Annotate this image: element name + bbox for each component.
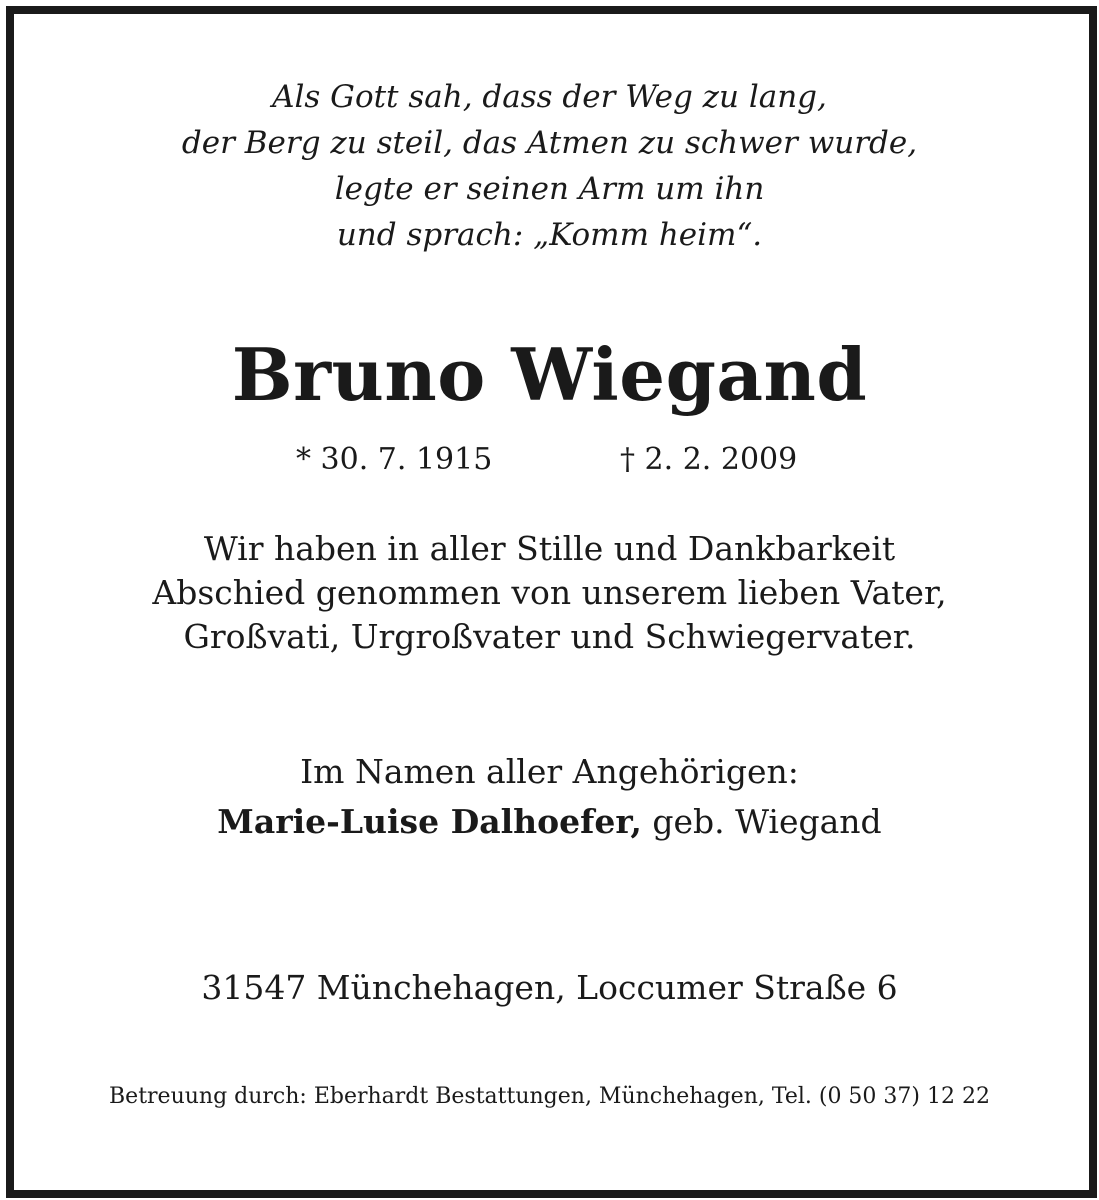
- signer-name: Marie-Luise Dalhoefer,: [217, 802, 642, 841]
- death-date: † 2. 2. 2009: [620, 442, 798, 477]
- funeral-home-footer: Betreuung durch: Eberhardt Bestattungen, Münchehagen, Tel. (0 50 37) 12 22: [109, 1084, 990, 1109]
- message-line-1: Wir haben in aller Stille und Dankbarkeit: [203, 529, 896, 568]
- verse-line-2: der Berg zu steil, das Atmen zu schwer wurde,: [181, 125, 918, 161]
- signer-maiden-name: geb. Wiegand: [641, 802, 882, 841]
- signature-line: [0, 800, 1099, 844]
- birth-date: * 30. 7. 1915: [296, 442, 493, 477]
- verse-line-1: Als Gott sah, dass der Weg zu lang,: [272, 79, 827, 115]
- message-line-3: Großvati, Urgroßvater und Schwiegervater.: [183, 617, 916, 656]
- signature-intro: Im Namen aller Angehörigen:: [300, 752, 799, 791]
- verse-line-3: legte er seinen Arm um ihn: [334, 171, 765, 207]
- deceased-name: Bruno Wiegand: [231, 332, 868, 417]
- address: 31547 Münchehagen, Loccumer Straße 6: [201, 968, 898, 1007]
- message-line-2: Abschied genommen von unserem lieben Vater,: [152, 573, 947, 612]
- verse-line-4: und sprach: „Komm heim“.: [336, 217, 763, 253]
